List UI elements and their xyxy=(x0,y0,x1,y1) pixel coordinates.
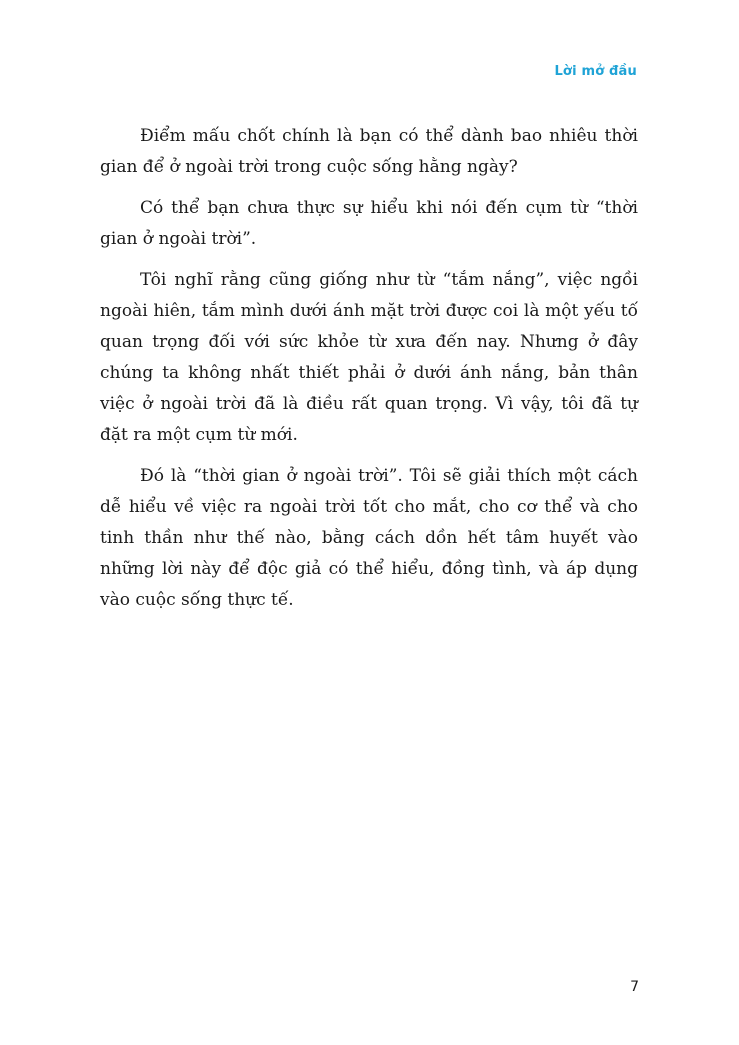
paragraph: Đó là “thời gian ở ngoài trời”. Tôi sẽ giải thích một cách dễ hiểu về việc ra ngoài trời tốt cho mắt, cho cơ thể và cho tinh thần như thế nào, bằng cách dồn hết tâm huyết vào những lời này để độc giả có thể hiểu, đồng tình, và áp dụng vào cuộc sống thực tế. xyxy=(100,466,638,610)
paragraph: Có thể bạn chưa thực sự hiểu khi nói đến cụm từ “thời gian ở ngoài trời”. xyxy=(100,198,638,249)
page-number: 7 xyxy=(630,979,639,995)
running-header-chapter-title: Lời mở đầu xyxy=(554,64,637,79)
paragraph: Điểm mấu chốt chính là bạn có thể dành bao nhiêu thời gian để ở ngoài trời trong cuộc sống hằng ngày? xyxy=(100,126,638,177)
paragraph: Tôi nghĩ rằng cũng giống như từ “tắm nắng”, việc ngồi ngoài hiên, tắm mình dưới ánh mặt trời được coi là một yếu tố quan trọng đối với sức khỏe từ xưa đến nay. Nhưng ở đây chúng ta không nhất thiết phải ở dưới ánh nắng, bản thân việc ở ngoài trời đã là điều rất quan trọng. Vì vậy, tôi đã tự đặt ra một cụm từ mới. xyxy=(100,270,638,445)
body-text xyxy=(100,121,638,626)
